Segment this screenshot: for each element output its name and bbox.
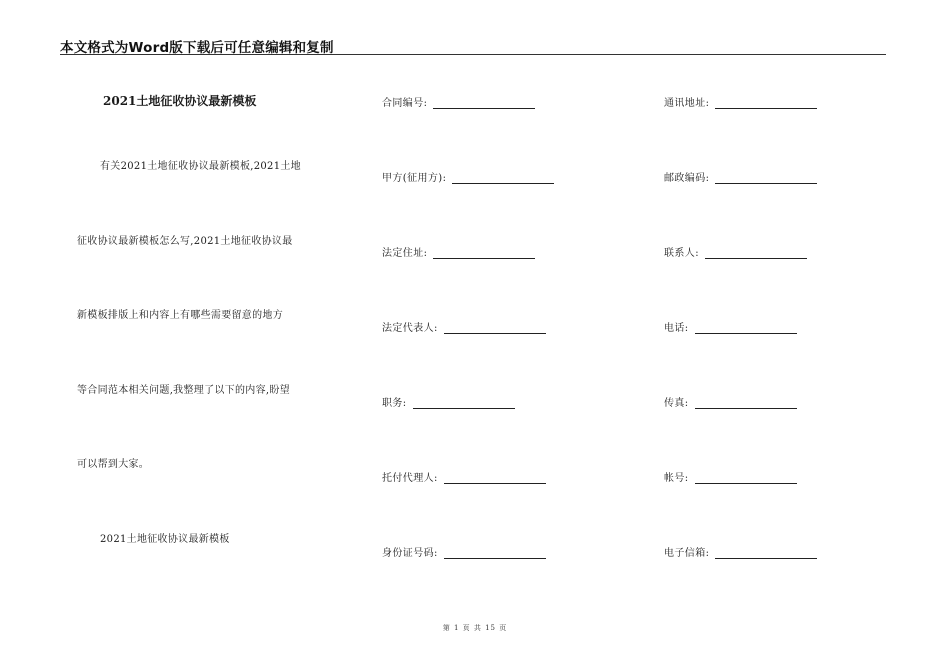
blank-line bbox=[452, 173, 554, 184]
intro-line: 可以帮到大家。 bbox=[77, 459, 150, 470]
field-label: 通讯地址: bbox=[664, 98, 710, 109]
field-label: 法定代表人: bbox=[382, 323, 438, 334]
blank-line bbox=[444, 548, 546, 559]
blank-line bbox=[705, 248, 807, 259]
field-label: 身份证号码: bbox=[382, 548, 438, 559]
field-agent bbox=[382, 469, 546, 484]
field-position bbox=[382, 394, 515, 409]
blank-line bbox=[695, 473, 797, 484]
field-label: 职务: bbox=[382, 398, 407, 409]
field-contract-number bbox=[382, 94, 535, 109]
field-email bbox=[664, 544, 817, 559]
field-label: 电子信箱: bbox=[664, 548, 710, 559]
field-contact-person bbox=[664, 244, 807, 259]
blank-line bbox=[715, 548, 817, 559]
field-label: 联系人: bbox=[664, 248, 699, 259]
intro-line: 有关2021土地征收协议最新模板,2021土地 bbox=[100, 161, 301, 172]
field-label: 合同编号: bbox=[382, 98, 428, 109]
field-label: 法定住址: bbox=[382, 248, 428, 259]
field-label: 电话: bbox=[664, 323, 689, 334]
page-footer: 第 1 页 共 15 页 bbox=[442, 624, 508, 632]
blank-line bbox=[433, 248, 535, 259]
field-account bbox=[664, 469, 797, 484]
field-party-a bbox=[382, 169, 554, 184]
header-title: 本文格式为Word版下载后可任意编辑和复制 bbox=[60, 40, 334, 56]
field-mailing-address bbox=[664, 94, 817, 109]
blank-line bbox=[444, 473, 546, 484]
blank-line bbox=[444, 323, 546, 334]
blank-line bbox=[433, 98, 535, 109]
field-id-number bbox=[382, 544, 546, 559]
intro-line: 新模板排版上和内容上有哪些需要留意的地方 bbox=[77, 310, 283, 321]
section-title: 2021土地征收协议最新模板 bbox=[100, 534, 230, 545]
field-postal-code bbox=[664, 169, 817, 184]
field-label: 传真: bbox=[664, 398, 689, 409]
document-title: 2021土地征收协议最新模板 bbox=[103, 94, 257, 108]
field-label: 帐号: bbox=[664, 473, 689, 484]
blank-line bbox=[413, 398, 515, 409]
field-phone bbox=[664, 319, 797, 334]
intro-line: 等合同范本相关问题,我整理了以下的内容,盼望 bbox=[77, 385, 290, 396]
blank-line bbox=[695, 323, 797, 334]
field-fax bbox=[664, 394, 797, 409]
intro-line: 征收协议最新模板怎么写,2021土地征收协议最 bbox=[77, 236, 293, 247]
field-label: 甲方(征用方): bbox=[382, 173, 447, 184]
blank-line bbox=[715, 173, 817, 184]
page-header bbox=[60, 36, 886, 55]
blank-line bbox=[695, 398, 797, 409]
field-legal-representative bbox=[382, 319, 546, 334]
field-label: 托付代理人: bbox=[382, 473, 438, 484]
field-label: 邮政编码: bbox=[664, 173, 710, 184]
field-legal-address bbox=[382, 244, 535, 259]
blank-line bbox=[715, 98, 817, 109]
